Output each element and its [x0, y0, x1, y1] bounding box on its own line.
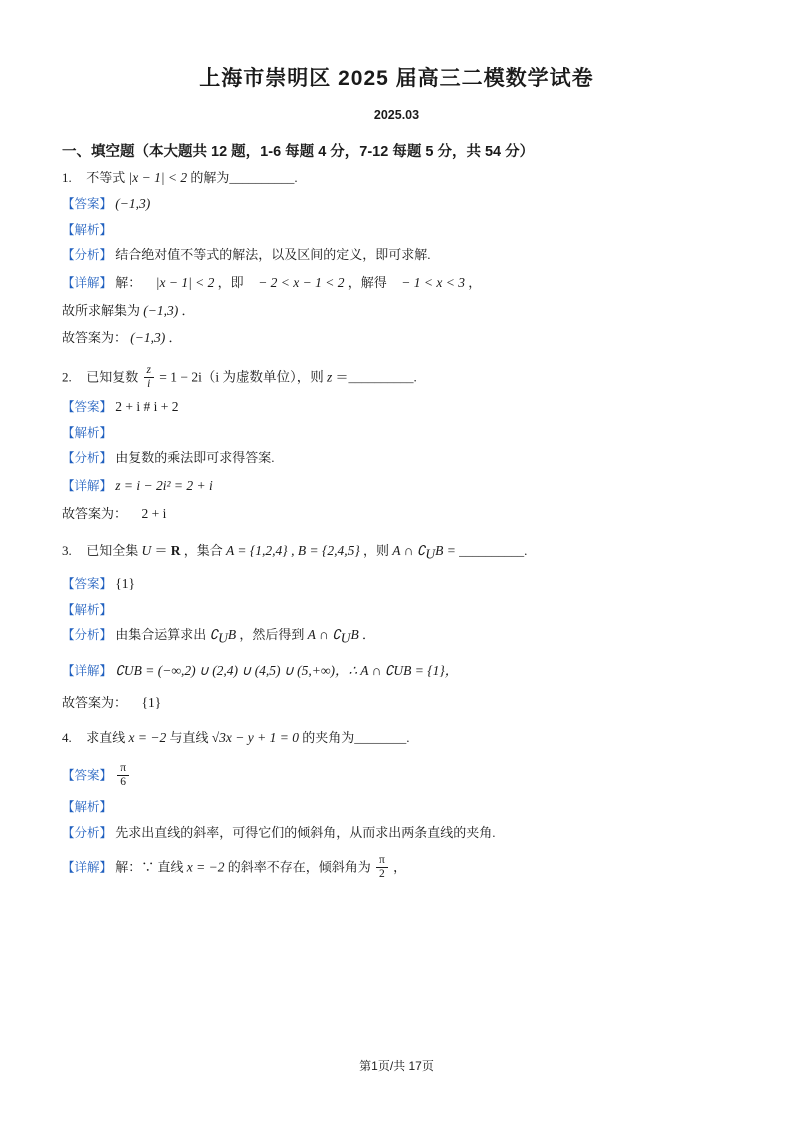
answer-label: 【答案】	[62, 400, 113, 415]
question-4-line1: x = −2	[128, 729, 167, 745]
question-3-expr-sub: U	[425, 546, 436, 562]
question-1-so-answer-end: ．	[168, 330, 182, 346]
question-3-reasoning-b: ，然后得到	[239, 627, 305, 643]
question-2-answer: 2 + i # i + 2	[115, 399, 179, 415]
question-3-stem	[62, 541, 731, 566]
question-3-analysis-line	[62, 600, 731, 620]
question-1-detail-line	[62, 273, 731, 294]
question-4-answer-denominator: 6	[120, 775, 127, 788]
question-2-fraction-numerator: z	[144, 364, 154, 378]
so-answer-label: 故答案为：	[62, 694, 128, 710]
question-1-so-answer-line	[62, 328, 731, 349]
question-3-real-set: R	[170, 542, 181, 558]
question-3-stem-b: ，集合	[183, 542, 223, 558]
question-3-reasoning-expr: ∁	[209, 627, 219, 643]
question-3-expr: A ∩ ∁	[392, 542, 426, 558]
question-4-answer-fraction	[117, 762, 129, 789]
question-1-detail-b: ，即	[217, 274, 244, 290]
question-1-stem-pre: 不等式	[86, 170, 126, 185]
question-1-detail-line2-end: ．	[181, 302, 195, 318]
solve-label: 解：	[115, 274, 142, 290]
section-heading: 一、填空题（本大题共 12 题，1-6 每题 4 分，7-12 每题 5 分，共 54 分）	[62, 144, 535, 160]
question-1	[62, 168, 731, 349]
question-2-answer-line	[62, 397, 731, 418]
question-2-stem-pre: 已知复数	[86, 369, 139, 385]
question-1-answer-line	[62, 194, 731, 215]
page-title: 上海市崇明区 2025 届高三二模数学试卷	[199, 67, 594, 90]
detail-label: 【详解】	[62, 275, 113, 290]
question-1-detail-a: |x − 1| < 2	[155, 274, 215, 290]
question-1-stem-math: |x − 1| < 2	[128, 170, 188, 185]
question-1-so-answer: (−1,3)	[130, 330, 166, 346]
question-1-analysis-line	[62, 220, 731, 240]
question-4-detail-c: ，	[393, 859, 407, 875]
question-1-detail-d: ，解得	[347, 274, 387, 290]
question-3-reasoning-expr-sub: U	[218, 631, 228, 647]
question-4-reasoning-line	[62, 823, 731, 843]
question-2-reasoning-line	[62, 448, 731, 468]
question-4-line2: √3x − y + 1 = 0	[211, 729, 299, 745]
question-3-reasoning-expr2: A ∩ ∁	[307, 627, 341, 643]
question-3-reasoning-expr2-end: B	[350, 627, 359, 643]
question-3-universal-set: U	[141, 542, 152, 558]
question-2-detail: z = i − 2i² = 2 + i	[115, 477, 213, 493]
question-4-stem	[62, 728, 731, 749]
question-2-stem	[62, 365, 731, 392]
detail-label: 【详解】	[62, 663, 113, 678]
reasoning-label: 【分析】	[62, 825, 113, 840]
question-3-expr-end: B =	[435, 542, 456, 558]
question-4-detail-fraction	[376, 854, 388, 881]
page-footer: 第1页/共 17页	[359, 1059, 434, 1073]
question-4-stem-a: 求直线	[86, 729, 126, 745]
question-3-detail: ∁UB = (−∞,2) ∪ (2,4) ∪ (4,5) ∪ (5,+∞)，∴ A ∩ ∁UB = {1}，	[115, 662, 459, 678]
question-1-stem	[62, 168, 731, 189]
question-3-answer: {1}	[115, 576, 135, 592]
question-3-reasoning-expr-end: B	[227, 627, 237, 643]
so-answer-label: 故答案为：	[62, 330, 128, 346]
question-3-stem-eq: ＝	[154, 542, 168, 558]
question-2-stem-var: z	[326, 369, 333, 385]
so-answer-label: 故答案为：	[62, 505, 128, 521]
question-1-number: 1.	[62, 170, 72, 185]
question-1-reasoning-line	[62, 245, 731, 265]
question-3-reasoning-c: ．	[361, 627, 375, 643]
question-4-number: 4.	[62, 729, 72, 745]
question-1-detail-line2-math: (−1,3)	[143, 302, 179, 318]
detail-label: 【详解】	[62, 860, 113, 875]
question-4-answer-numerator: π	[117, 762, 129, 776]
question-3	[62, 541, 731, 714]
analysis-label: 【解析】	[62, 426, 113, 441]
answer-label: 【答案】	[62, 196, 113, 211]
analysis-label: 【解析】	[62, 222, 113, 237]
question-4-reasoning: 先求出直线的斜率，可得它们的倾斜角，从而求出两条直线的夹角.	[115, 824, 496, 840]
question-3-answer-line	[62, 574, 731, 595]
question-2-so-answer: 2 + i	[141, 505, 167, 521]
question-4-detail-fraction-denominator: 2	[379, 868, 385, 881]
question-2-so-answer-line	[62, 504, 731, 525]
question-3-stem-c: ，则	[363, 542, 390, 558]
reasoning-label: 【分析】	[62, 628, 113, 643]
question-2-fraction	[144, 364, 154, 391]
question-4-answer-line	[62, 763, 731, 790]
question-4-detail-fraction-numerator: π	[376, 854, 388, 868]
answer-label: 【答案】	[62, 577, 113, 592]
question-2	[62, 365, 731, 524]
question-3-reasoning-a: 由集合运算求出	[115, 627, 207, 643]
question-4-detail-b: 的斜率不存在，倾斜角为	[227, 859, 371, 875]
question-4-stem-c: 的夹角为________.	[302, 729, 410, 745]
question-3-so-answer: {1}	[141, 694, 162, 710]
question-2-fraction-denominator: i	[147, 378, 151, 391]
analysis-label: 【解析】	[62, 800, 113, 815]
question-4-detail-line1: x = −2	[186, 859, 225, 875]
question-4-stem-b: 与直线	[169, 729, 209, 745]
question-4	[62, 728, 731, 882]
analysis-label: 【解析】	[62, 603, 113, 618]
detail-label: 【详解】	[62, 478, 113, 493]
question-1-detail-f: ，	[468, 274, 482, 290]
question-4-detail-a: 解：∵ 直线	[115, 859, 184, 875]
question-3-so-answer-line	[62, 693, 731, 714]
reasoning-label: 【分析】	[62, 248, 113, 263]
question-3-sets: A = {1,2,4} , B = {2,4,5}	[226, 542, 360, 558]
answer-label: 【答案】	[62, 768, 113, 783]
question-4-analysis-line	[62, 797, 731, 817]
question-2-number: 2.	[62, 369, 72, 385]
question-3-detail-line	[62, 661, 731, 682]
question-3-number: 3.	[62, 542, 72, 558]
document-date: 2025.03	[373, 108, 420, 122]
question-1-detail-e: − 1 < x < 3	[401, 274, 465, 290]
question-1-detail-c: − 2 < x − 1 < 2	[258, 274, 345, 290]
question-3-reasoning-line	[62, 625, 731, 650]
question-2-reasoning: 由复数的乘法即可求得答案.	[115, 450, 275, 466]
question-1-detail-line2	[62, 301, 731, 322]
question-1-reasoning: 结合绝对值不等式的解法，以及区间的定义，即可求解.	[115, 247, 431, 263]
reasoning-label: 【分析】	[62, 451, 113, 466]
question-2-stem-post: ＝__________.	[335, 369, 417, 385]
question-3-stem-blank: __________.	[459, 542, 528, 558]
question-3-stem-a: 已知全集	[86, 542, 139, 558]
question-2-detail-line	[62, 476, 731, 497]
question-1-detail-line2-text: 故所求解集为	[62, 302, 141, 318]
question-1-answer: (−1,3)	[115, 195, 151, 211]
question-4-detail-line	[62, 855, 731, 882]
question-1-stem-post: 的解为__________.	[190, 170, 298, 185]
question-2-stem-mid: = 1 − 2i（i 为虚数单位），则	[159, 369, 324, 385]
question-2-analysis-line	[62, 423, 731, 443]
question-3-reasoning-expr2-sub: U	[340, 631, 351, 647]
